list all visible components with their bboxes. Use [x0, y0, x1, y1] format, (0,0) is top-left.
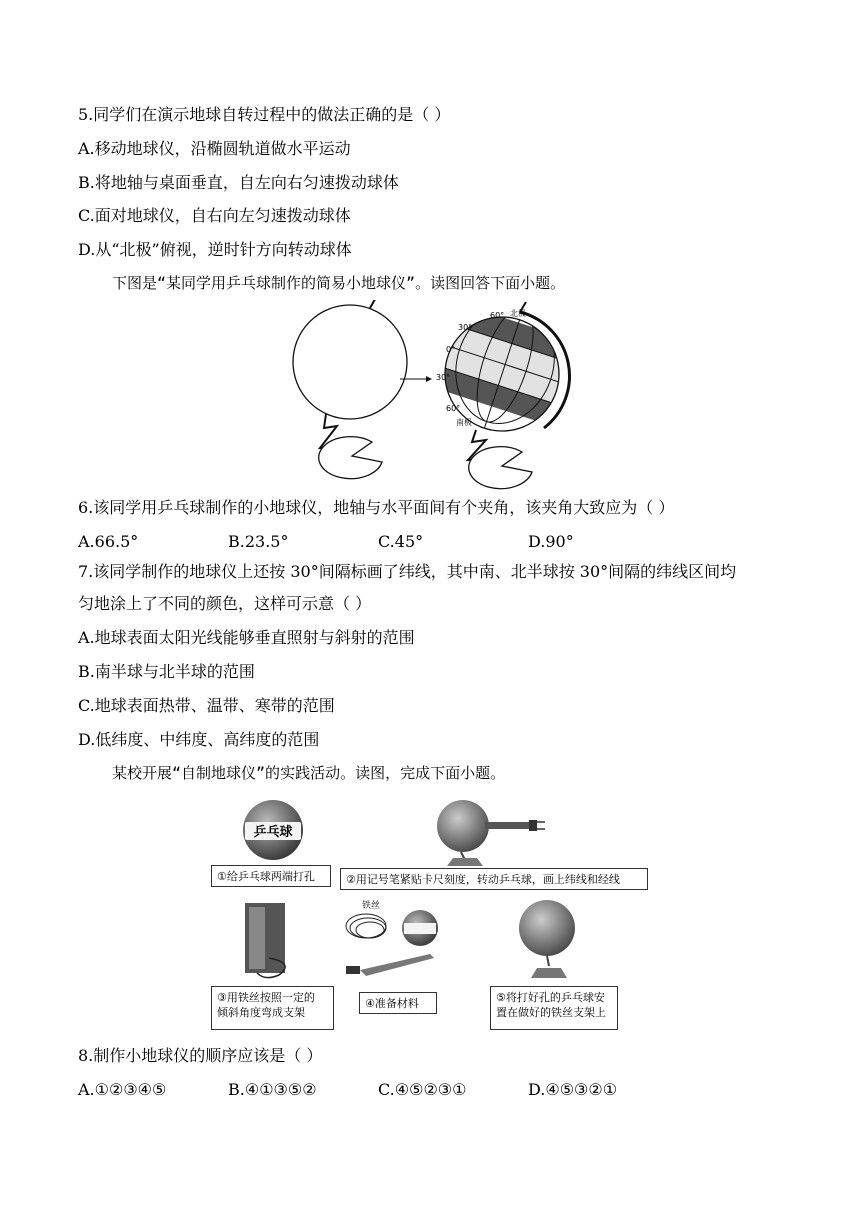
step-5-caption-line-2: 置在做好的铁丝支架上 [496, 1006, 606, 1019]
ping-pong-globe-figure [280, 300, 580, 490]
q6-option-a: A.66.5° [78, 532, 139, 551]
step-3-caption-line-1: ③用铁丝按照一定的 [217, 991, 315, 1004]
wire-stand-image [235, 903, 305, 983]
lat-30-bottom-label: 30° [436, 373, 451, 382]
south-pole-label: 南极 [456, 418, 472, 427]
lat-30-top-label: 30° [458, 323, 473, 332]
q7-option-d: D.低纬度、中纬度、高纬度的范围 [78, 730, 320, 749]
q5-option-a: A.移动地球仪，沿椭圆轨道做水平运动 [78, 139, 351, 158]
lat-0-label: 0° [446, 345, 456, 354]
q5-stem: 5.同学们在演示地球自转过程中的做法正确的是（ ） [78, 105, 451, 124]
q7-stem-line-1: 7.该同学制作的地球仪上还按 30°间隔标画了纬线，其中南、北半球按 30°间隔的纬线区间均 [78, 562, 737, 581]
step-4-caption: ④准备材料 [359, 992, 437, 1014]
q8-stem: 8.制作小地球仪的顺序应该是（ ） [78, 1046, 323, 1065]
q6-stem: 6.该同学用乒乓球制作的小地球仪，地轴与水平面间有个夹角，该夹角大致应为（ ） [78, 498, 675, 517]
lat-60-top-label: 60° [490, 311, 505, 320]
making-steps-figure [205, 800, 650, 1035]
intro-figure-1: 下图是“某同学用乒乓球制作的简易小地球仪”。读图回答下面小题。 [112, 274, 566, 292]
step-5-caption-line-1: ⑤将打好孔的乒乓球安 [496, 991, 605, 1004]
plain-globe-drawing [293, 300, 407, 479]
q8-option-d: D.④⑤③②① [528, 1080, 618, 1099]
step-3-caption-line-2: 倾斜角度弯成支架 [217, 1006, 305, 1019]
step-5-caption [490, 986, 618, 1030]
q7-option-b: B.南半球与北半球的范围 [78, 662, 255, 681]
q7-option-a: A.地球表面太阳光线能够垂直照射与斜射的范围 [78, 628, 415, 647]
lat-60-bottom-label: 60° [446, 404, 461, 413]
step-3-caption [211, 986, 334, 1030]
q5-option-d: D.从“北极”俯视，逆时针方向转动球体 [78, 240, 352, 259]
q6-option-c: C.45° [378, 532, 424, 551]
q8-option-b: B.④①③⑤② [228, 1080, 317, 1099]
q6-option-b: B.23.5° [228, 532, 289, 551]
step-1-caption: ①给乒乓球两端打孔 [211, 865, 331, 887]
ball-text: 乒乓球 [253, 825, 293, 840]
north-pole-label: 北极 [510, 309, 526, 318]
q7-stem-line-2: 匀地涂上了不同的颜色，这样可示意（ ） [78, 594, 372, 613]
materials-image [340, 898, 440, 984]
q8-option-a: A.①②③④⑤ [78, 1080, 167, 1099]
globe-ruler-image [433, 800, 553, 868]
banded-globe-drawing [413, 300, 580, 489]
q7-option-c: C.地球表面热带、温带、寒带的范围 [78, 696, 335, 715]
intro-figure-2: 某校开展“自制地球仪”的实践活动。读图，完成下面小题。 [112, 764, 506, 782]
ping-pong-ball-image [233, 800, 313, 862]
q6-option-d: D.90° [528, 532, 574, 551]
assembled-globe-image [513, 898, 583, 980]
q5-option-b: B.将地轴与桌面垂直，自左向右匀速拨动球体 [78, 173, 399, 192]
step-2-caption: ②用记号笔紧贴卡尺刻度，转动乒乓球，画上纬线和经线 [340, 868, 648, 890]
q5-option-c: C.面对地球仪，自右向左匀速拨动球体 [78, 206, 351, 225]
wire-text: 铁丝 [362, 901, 381, 911]
q8-option-c: C.④⑤②③① [378, 1080, 467, 1099]
